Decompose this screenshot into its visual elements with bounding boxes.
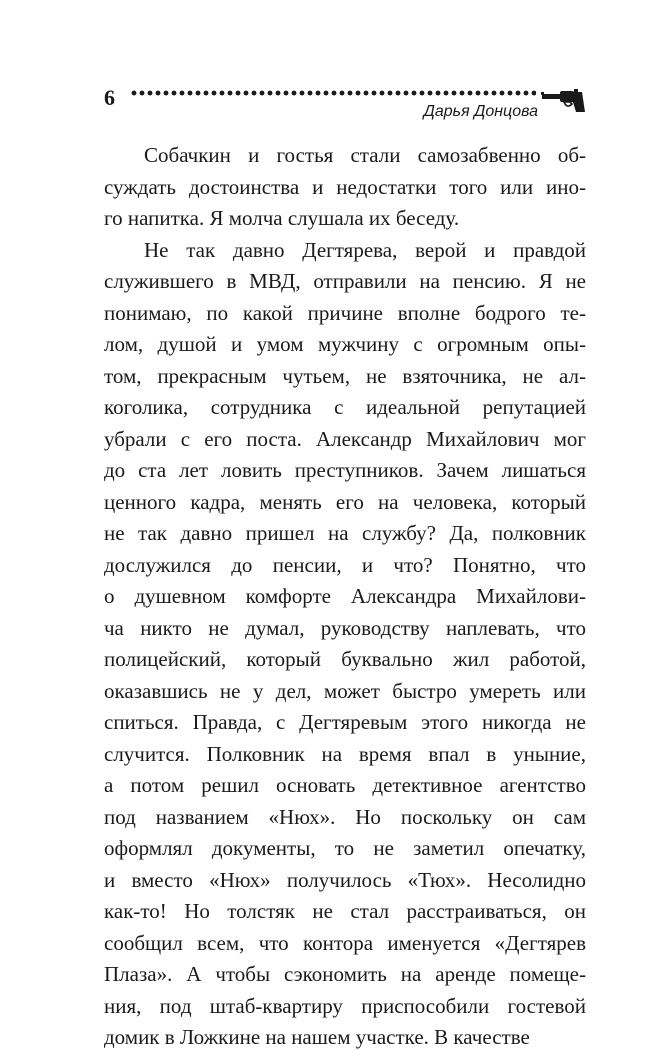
running-header [0, 0, 662, 130]
text-line: как-то! Но толстяк не стал расстраиваться, он [104, 899, 586, 923]
text-line: не так давно пришел на службу? Да, полковник [104, 521, 586, 545]
text-line: лом, душой и умом мужчину с огромным опы- [104, 332, 586, 356]
dotted-leader [130, 90, 536, 96]
text-line: ния, под штаб-квартиру приспособили гостевой [104, 993, 586, 1018]
text-line: го напитка. Я молча слушала их беседу. [104, 206, 460, 230]
text-line: том, прекрасным чутьем, не взяточника, не ал- [104, 363, 586, 388]
author-name: Дарья Донцова [423, 103, 538, 120]
text-line: оказавшись не у дел, может быстро умереть или [104, 678, 586, 703]
text-line: спиться. Правда, с Дегтяревым этого никогда не [104, 710, 586, 734]
text-line: под названием «Нюх». Но поскольку он сам [104, 804, 586, 829]
text-line: сообщил всем, что контора именуется «Дегтярев [104, 930, 586, 955]
page-number: 6 [104, 85, 115, 110]
paragraph [104, 235, 586, 1054]
text-line: полицейский, который буквально жил работой, [104, 647, 586, 671]
text-line: дослужился до пенсии, и что? Понятно, что [104, 552, 586, 577]
text-line: Плаза». А чтобы сэкономить на аренде помеще- [104, 962, 586, 986]
text-line: оформлял документы, то не заметил опечатку, [104, 836, 586, 860]
text-line: о душевном комфорте Александра Михайлови- [104, 584, 586, 608]
text-line: коголика, сотрудника с идеальной репутацией [104, 395, 586, 419]
text-line: понимаю, по какой причине вполне бодрого те- [104, 300, 586, 325]
body-text [104, 140, 586, 1054]
paragraph [104, 140, 586, 235]
text-line: случится. Полковник на время впал в уныние, [104, 741, 586, 766]
text-line: служившего в МВД, отправили на пенсию. Я не [104, 269, 586, 293]
text-line: ча никто не думал, руководству наплевать, что [104, 615, 586, 640]
text-line: суждать достоинства и недостатки того или ино- [104, 174, 586, 199]
text-line: Собачкин и гостья стали самозабвенно об- [144, 143, 586, 167]
text-line: ценного кадра, менять его на человека, который [104, 489, 586, 514]
text-line: убрали с его поста. Александр Михайлович мог [104, 426, 586, 451]
revolver-icon [540, 80, 586, 114]
text-line: до ста лет ловить преступников. Зачем лишаться [104, 458, 586, 482]
text-line: Не так давно Дегтярева, верой и правдой [144, 237, 586, 262]
text-line: и вместо «Нюх» получилось «Тюх». Несолидно [104, 867, 586, 892]
text-line: домик в Ложкине на нашем участке. В качестве [104, 1025, 530, 1049]
text-line: а потом решил основать детективное агентство [104, 773, 586, 797]
